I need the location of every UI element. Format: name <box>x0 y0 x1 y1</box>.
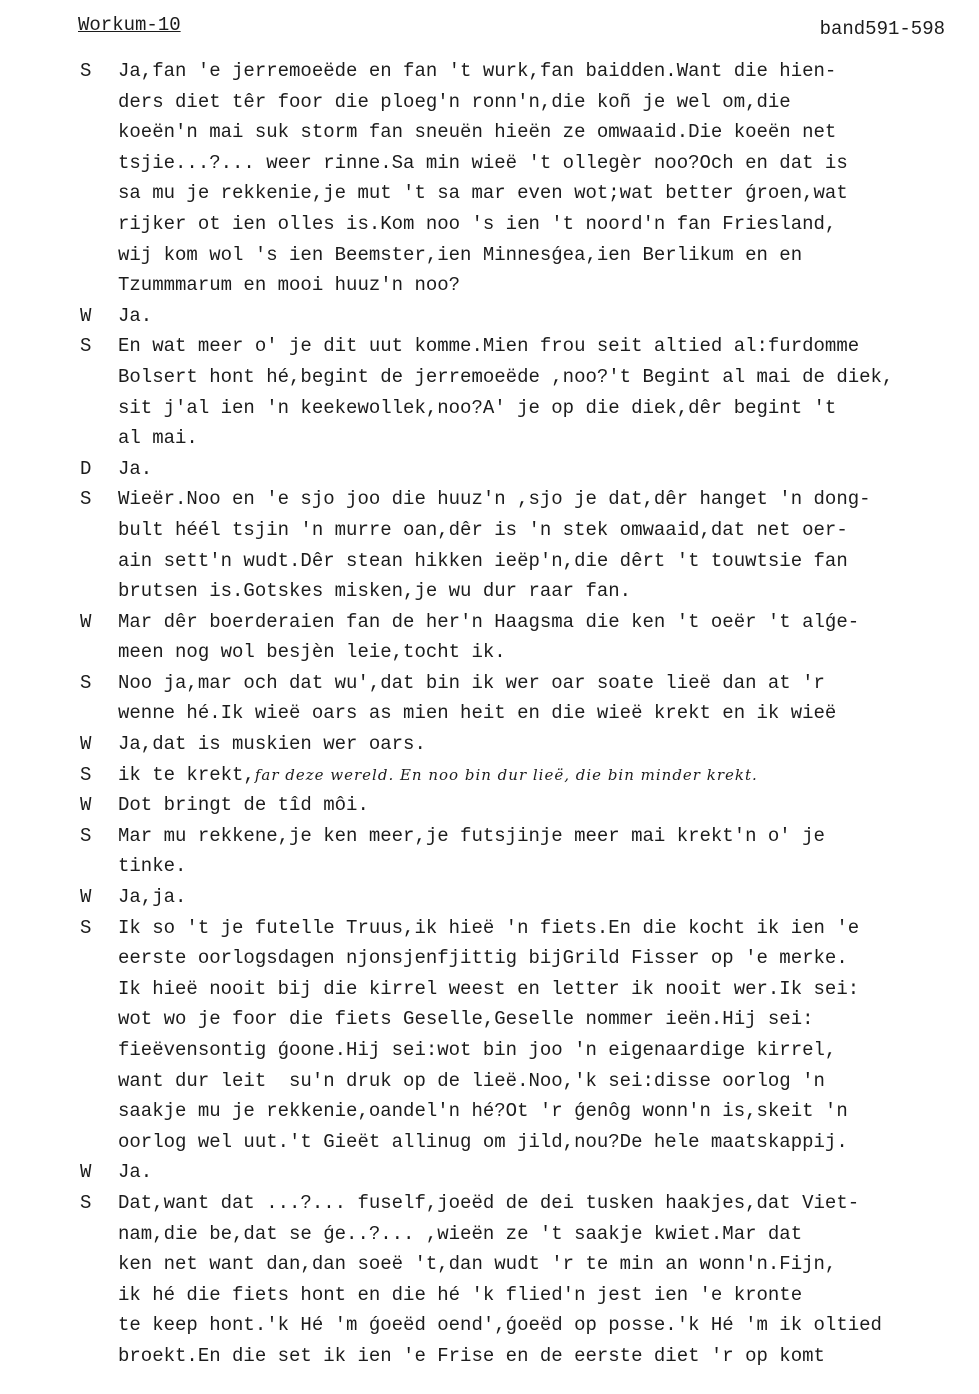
transcript-line <box>118 760 958 791</box>
transcript-line: Bolsert hont hé,begint de jerremoeëde ,noo?'t Begint al mai de diek, <box>118 365 894 388</box>
transcript-entry <box>78 668 958 729</box>
transcript-entry <box>78 607 958 668</box>
transcript-line: nam,die be,dat se ǵe..?... ,wieën ze 't saakje kwiet.Mar dat <box>118 1222 803 1245</box>
transcript-line: Ja,dat is muskien wer oars. <box>118 733 426 756</box>
speaker-label: W <box>80 733 92 756</box>
transcript-line: meen nog wol besjèn leie,tocht ik. <box>118 641 506 664</box>
speaker-label: S <box>80 671 92 694</box>
transcript-entry <box>78 882 958 913</box>
transcript-line: ik hé die fiets hont en die hé 'k flied'n jest ien 'e kronte <box>118 1283 803 1306</box>
transcript-line: wot wo je foor die fiets Geselle,Geselle nommer ieën.Hij sei: <box>118 1008 814 1031</box>
transcript-line: koeën'n mai suk storm fan sneuën hieën ze omwaaid.Die koeën net <box>118 121 837 144</box>
transcript-entry <box>78 454 958 485</box>
speaker-label: W <box>80 794 92 817</box>
transcript-line: Ja. <box>118 1161 153 1184</box>
transcript-line: Ik so 't je futelle Truus,ik hieë 'n fiets.En die kocht ik ien 'e <box>118 916 860 939</box>
transcript-entry <box>78 821 958 882</box>
speaker-label: S <box>80 1191 92 1214</box>
transcript-line: broekt.En die set ik ien 'e Frise en de eerste diet 'r op komt <box>118 1344 825 1367</box>
transcript-line: want dur leit su'n druk op de lieë.Noo,'k sei:disse oorlog 'n <box>118 1069 825 1092</box>
speaker-label: S <box>80 335 92 358</box>
transcript-line: Dot bringt de tîd môi. <box>118 794 369 817</box>
transcript-line: al mai. <box>118 427 198 450</box>
transcript-line: tinke. <box>118 855 187 878</box>
transcript-entry <box>78 56 958 301</box>
transcript-entry <box>78 1157 958 1188</box>
speaker-label: W <box>80 886 92 909</box>
speaker-label: S <box>80 763 92 786</box>
document-id: Workum-10 <box>78 14 181 36</box>
transcript-line: wij kom wol 's ien Beemster,ien Minnesǵea,ien Berlikum en en <box>118 243 803 266</box>
speaker-label: W <box>80 304 92 327</box>
transcript-entry <box>78 729 958 760</box>
speaker-label: S <box>80 824 92 847</box>
handwritten-insertion: far deze wereld. En noo bin dur lieë, die bin minder krekt. <box>254 765 758 784</box>
transcript-line: tsjie...?... weer rinne.Sa min wieë 't ollegèr noo?Och en dat is <box>118 151 848 174</box>
transcript-entry <box>78 790 958 821</box>
transcript-line: ders diet têr foor die ploeg'n ronn'n,die koñ je wel om,die <box>118 90 791 113</box>
transcript-line: Tzummmarum en mooi huuz'n noo? <box>118 274 461 297</box>
transcript-line: ain sett'n wudt.Dêr stean hikken ieëp'n,die dêrt 't touwtsie fan <box>118 549 848 572</box>
speaker-label: W <box>80 1161 92 1184</box>
speaker-label: S <box>80 916 92 939</box>
transcript-line: Mar dêr boerderaien fan de her'n Haagsma die ken 't oeër 't alǵe- <box>118 610 860 633</box>
transcript-line: Ja. <box>118 457 153 480</box>
page-header <box>78 10 945 40</box>
transcript-entry <box>78 484 958 606</box>
transcript-line: brutsen is.Gotskes misken,je wu dur raar fan. <box>118 580 632 603</box>
transcript-line: Ja,fan 'e jerremoeëde en fan 't wurk,fan baidden.Want die hien- <box>118 60 837 82</box>
speaker-label: D <box>80 457 92 480</box>
transcript-line: Ja. <box>118 304 153 327</box>
transcript-line: ken net want dan,dan soeë 't,dan wudt 'r te min an wonn'n.Fijn, <box>118 1253 837 1276</box>
transcript-line: bult héél tsjin 'n murre oan,dêr is 'n stek omwaaid,dat net oer- <box>118 518 848 541</box>
transcript-line: sa mu je rekkenie,je mut 't sa mar even wot;wat better ǵroen,wat <box>118 182 848 205</box>
transcript-line: Ik hieë nooit bij die kirrel weest en letter ik nooit wer.Ik sei: <box>118 977 860 1000</box>
transcript-line: Wieër.Noo en 'e sjo joo die huuz'n ,sjo je dat,dêr hanget 'n dong- <box>118 488 871 511</box>
transcript-entry <box>78 913 958 1158</box>
transcript-line: te keep hont.'k Hé 'm ǵoeëd oend',ǵoeëd op posse.'k Hé 'm ik oltied <box>118 1314 882 1337</box>
transcript-line: Ja,ja. <box>118 886 187 909</box>
transcript-line: Dat,want dat ...?... fuself,joeëd de dei tusken haakjes,dat Viet- <box>118 1191 860 1214</box>
transcript-line: rijker ot ien olles is.Kom noo 's ien 't noord'n fan Friesland, <box>118 212 837 235</box>
transcript-line: Noo ja,mar och dat wu',dat bin ik wer oar soate lieë dan at 'r <box>118 671 825 694</box>
speaker-label: S <box>80 488 92 511</box>
transcript-entry <box>78 301 958 332</box>
speaker-label: W <box>80 610 92 633</box>
transcript-entry <box>78 760 958 791</box>
transcript-entry <box>78 1188 958 1372</box>
transcript-line: wenne hé.Ik wieë oars as mien heit en die wieë krekt en ik wieë <box>118 702 837 725</box>
typed-text: ik te krekt, <box>118 763 255 786</box>
transcript-line: oorlog wel uut.'t Gieët allinug om jild,nou?De hele maatskappij. <box>118 1130 848 1153</box>
transcript-line: saakje mu je rekkenie,oandel'n hé?Ot 'r ǵenôg wonn'n is,skeit 'n <box>118 1100 848 1123</box>
transcript <box>78 56 958 1372</box>
transcript-line: sit j'al ien 'n keekewollek,noo?A' je op die diek,dêr begint 't <box>118 396 837 419</box>
speaker-label: S <box>80 60 92 82</box>
transcript-line: En wat meer o' je dit uut komme.Mien frou seit altied al:furdomme <box>118 335 860 358</box>
tape-reference: band591-598 <box>819 18 945 40</box>
transcript-entry <box>78 331 958 453</box>
transcript-line: eerste oorlogsdagen njonsjenfjittig bijGrild Fisser op 'e merke. <box>118 947 848 970</box>
transcript-line: fieëvensontig ǵoone.Hij sei:wot bin joo 'n eigenaardige kirrel, <box>118 1039 837 1061</box>
transcript-line: Mar mu rekkene,je ken meer,je futsjinje meer mai krekt'n o' je <box>118 824 825 847</box>
